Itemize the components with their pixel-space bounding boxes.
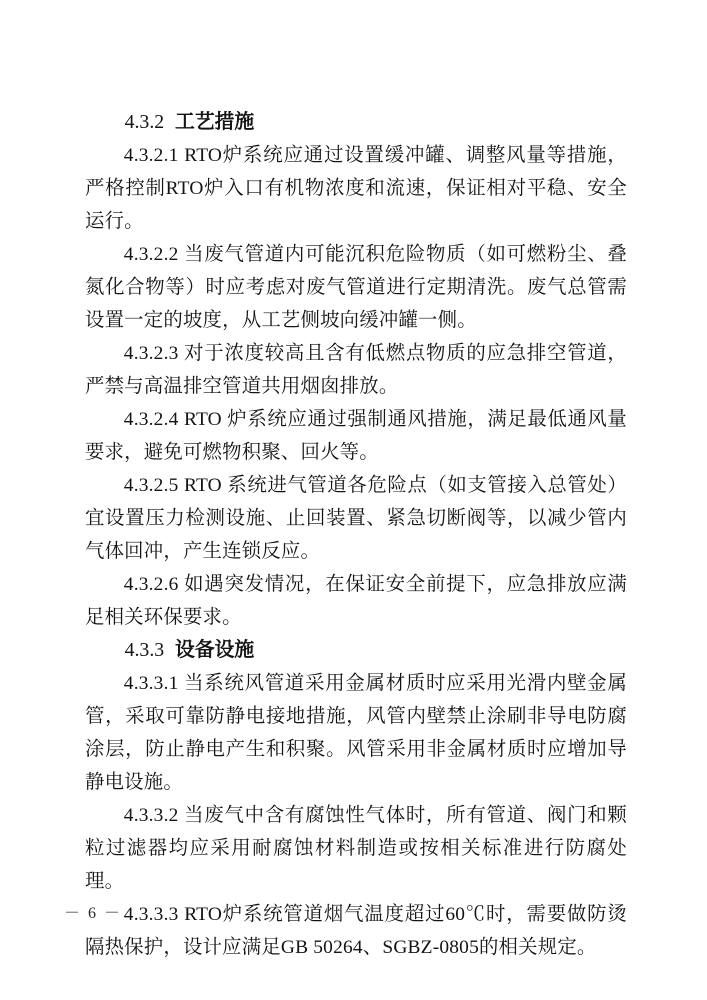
section-heading: [85, 634, 627, 667]
section-number: 4.3.2: [124, 111, 165, 133]
paragraph: 4.3.2.4 RTO 炉系统应通过强制通风措施，满足最低通风量要求，避免可燃物积聚、回火等。: [85, 409, 627, 463]
paragraph: 4.3.2.3 对于浓度较高且含有低燃点物质的应急排空管道，严禁与高温排空管道共用烟囱排放。: [85, 343, 627, 397]
section-number: 4.3.3: [124, 639, 165, 661]
paragraph: 4.3.2.1 RTO炉系统应通过设置缓冲罐、调整风量等措施，严格控制RTO炉入口有机物浓度和流速，保证相对平稳、安全运行。: [85, 145, 627, 232]
page-number: － 6 －: [64, 905, 123, 922]
paragraph: 4.3.2.6 如遇突发情况，在保证安全前提下，应急排放应满足相关环保要求。: [85, 574, 627, 628]
section-heading: [85, 106, 627, 139]
paragraph: 4.3.3.2 当废气中含有腐蚀性气体时，所有管道、阀门和颗粒过滤器均应采用耐腐蚀材料制造或按相关标准进行防腐处理。: [85, 805, 627, 892]
section-title: 工艺措施: [175, 111, 255, 133]
section-title: 设备设施: [175, 639, 255, 661]
paragraph: 4.3.2.2 当废气管道内可能沉积危险物质（如可燃粉尘、叠氮化合物等）时应考虑对废气管道进行定期清洗。废气总管需设置一定的坡度，从工艺侧坡向缓冲罐一侧。: [85, 244, 627, 331]
page-footer: [64, 903, 184, 925]
paragraph: 4.3.3.1 当系统风管道采用金属材质时应采用光滑内壁金属管，采取可靠防静电接地措施，风管内壁禁止涂刷非导电防腐涂层，防止静电产生和积聚。风管采用非金属材质时应增加导静电设施。: [85, 673, 627, 793]
document-content: [85, 106, 627, 964]
paragraph: 4.3.2.5 RTO 系统进气管道各危险点（如支管接入总管处）宜设置压力检测设施、止回装置、紧急切断阀等，以减少管内气体回冲，产生连锁反应。: [85, 475, 627, 562]
paragraph: 4.3.3.3 RTO炉系统管道烟气温度超过60℃时，需要做防烫隔热保护，设计应满足GB 50264、SGBZ-0805的相关规定。: [85, 904, 627, 958]
